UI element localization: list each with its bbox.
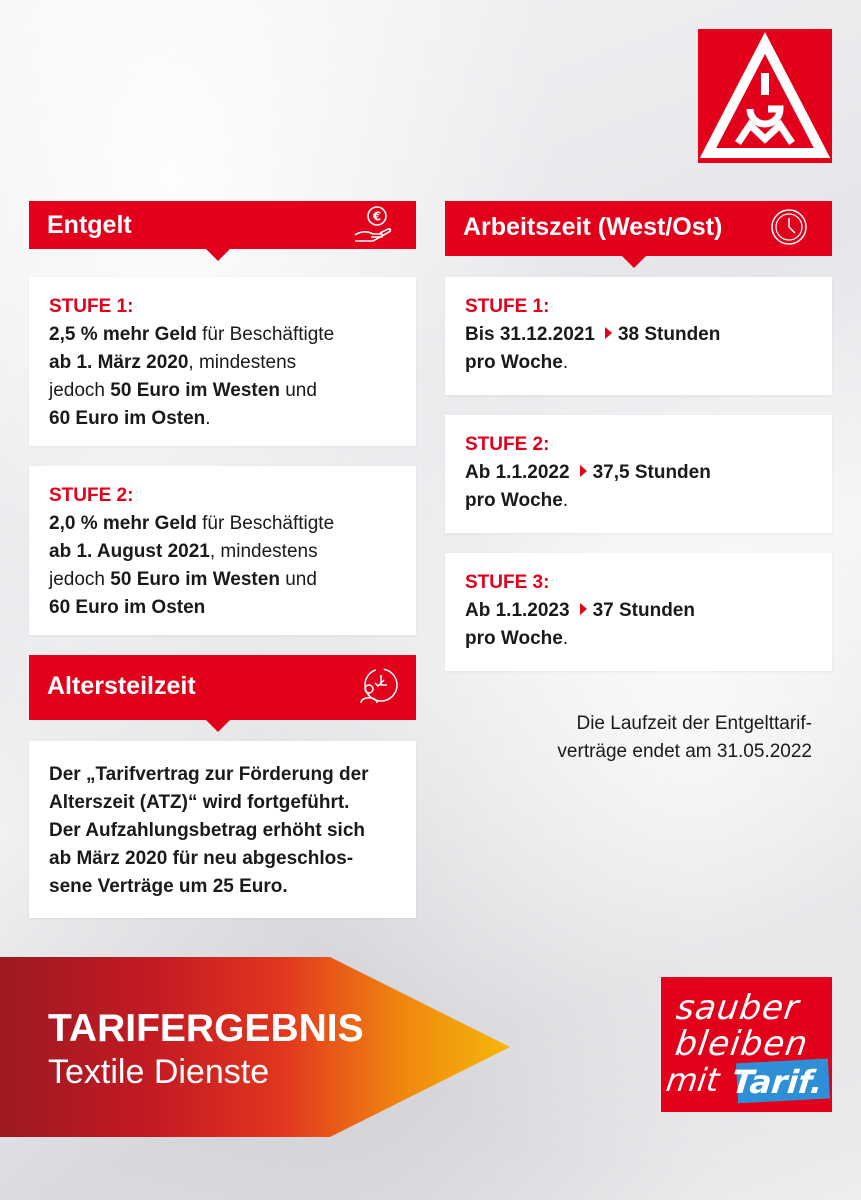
- text: .: [205, 408, 211, 429]
- stufe-date: Ab 1.1.2022: [465, 462, 570, 483]
- stufe-hours: 38 Stunden: [617, 324, 721, 345]
- banner-subtitle: Textile Dienste: [48, 1053, 270, 1091]
- arbeitszeit-stufe2-label: STUFE 2:: [465, 434, 550, 455]
- entgelt-header: [29, 201, 416, 249]
- entgelt-stufe2-box: [29, 466, 416, 635]
- altersteilzeit-box: [29, 741, 416, 918]
- text-bold: 2,5 % mehr Geld: [49, 324, 197, 345]
- stufe-tail: pro Woche: [465, 628, 563, 649]
- entgelt-title: Entgelt: [47, 211, 132, 239]
- text: für Beschäftigte: [196, 324, 335, 345]
- svg-text:sauber: sauber: [673, 988, 802, 1028]
- stufe-hours: 37,5 Stunden: [592, 462, 711, 483]
- arbeitszeit-stufe3-label: STUFE 3:: [465, 572, 550, 593]
- arbeitszeit-header: [445, 201, 832, 256]
- stufe-tail: pro Woche: [465, 490, 563, 511]
- arbeitszeit-title: Arbeitszeit (West/Ost): [463, 213, 723, 241]
- arrow-right-icon: [580, 465, 587, 477]
- altersteilzeit-line: ab März 2020 für neu abgeschlos-: [49, 848, 354, 869]
- text: für Beschäftigte: [196, 513, 335, 534]
- arrow-right-icon: [605, 327, 612, 339]
- arrow-right-icon: [580, 603, 587, 615]
- svg-text:Tarif.: Tarif.: [729, 1063, 825, 1101]
- text: .: [562, 352, 569, 373]
- sauber-bleiben-logo: [661, 977, 832, 1112]
- banner-title: TARIFERGEBNIS: [48, 1007, 364, 1050]
- stufe-tail: pro Woche: [465, 352, 563, 373]
- stufe-date: Bis 31.12.2021: [465, 324, 595, 345]
- arbeitszeit-stufe2-box: [445, 415, 832, 533]
- altersteilzeit-line: sene Verträge um 25 Euro.: [49, 876, 288, 897]
- altersteilzeit-title: Altersteilzeit: [47, 672, 196, 700]
- text: , mindestens: [209, 541, 318, 562]
- entgelt-stufe2-label: STUFE 2:: [49, 485, 134, 506]
- text: , mindestens: [188, 352, 297, 373]
- stufe-date: Ab 1.1.2023: [465, 600, 570, 621]
- euro-hand-icon: [351, 205, 395, 245]
- text-bold: 50 Euro im Westen: [110, 380, 280, 401]
- text-bold: 50 Euro im Westen: [110, 569, 280, 590]
- entgelt-stufe1-label: STUFE 1:: [49, 296, 134, 317]
- stufe-hours: 37 Stunden: [592, 600, 695, 621]
- text-bold: 60 Euro im Osten: [49, 597, 206, 618]
- arbeitszeit-stufe1-label: STUFE 1:: [465, 296, 550, 317]
- text-bold: 2,0 % mehr Geld: [49, 513, 197, 534]
- note-line: Die Laufzeit der Entgelttarif-: [576, 713, 812, 734]
- laufzeit-note: [480, 710, 812, 766]
- text-bold: 60 Euro im Osten: [49, 408, 206, 429]
- text: jedoch: [49, 380, 111, 401]
- entgelt-stufe1-box: [29, 277, 416, 446]
- altersteilzeit-line: Alterszeit (ATZ)“ wird fortgeführt.: [49, 792, 350, 813]
- note-line: verträge endet am 31.05.2022: [557, 741, 812, 762]
- text: .: [562, 490, 569, 511]
- text: und: [279, 380, 317, 401]
- svg-text:bleiben: bleiben: [672, 1024, 811, 1064]
- person-clock-icon: [357, 665, 401, 705]
- ig-metall-logo: [698, 29, 832, 163]
- altersteilzeit-line: Der Aufzahlungsbetrag erhöht sich: [49, 820, 365, 841]
- text: .: [562, 628, 569, 649]
- text: und: [279, 569, 317, 590]
- clock-icon: [767, 207, 811, 247]
- text-bold: ab 1. März 2020: [49, 352, 189, 373]
- text: jedoch: [49, 569, 111, 590]
- svg-text:€: €: [372, 209, 382, 224]
- altersteilzeit-line: Der „Tarifvertrag zur Förderung der: [49, 764, 369, 785]
- altersteilzeit-header: [29, 655, 416, 720]
- svg-text:mit: mit: [663, 1061, 722, 1099]
- arbeitszeit-stufe3-box: [445, 553, 832, 671]
- arbeitszeit-stufe1-box: [445, 277, 832, 395]
- text-bold: ab 1. August 2021: [49, 541, 210, 562]
